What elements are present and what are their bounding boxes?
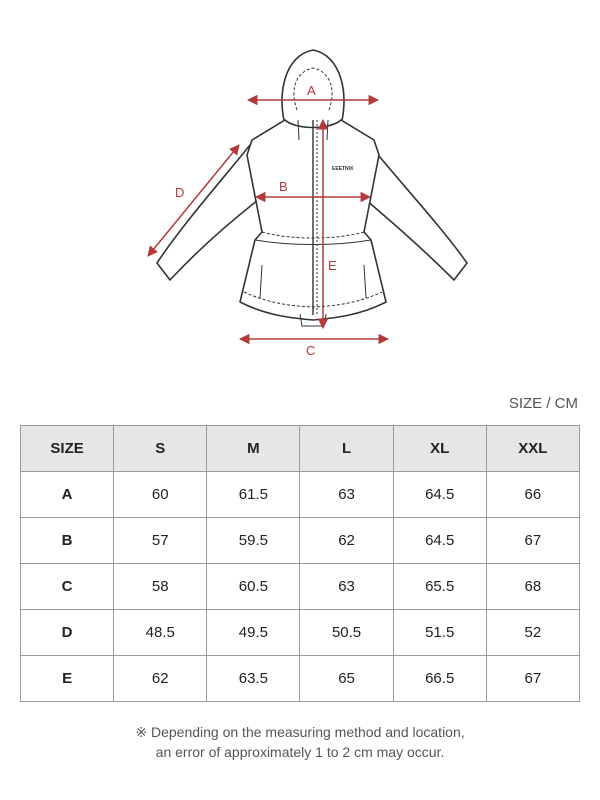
table-row xyxy=(21,518,580,564)
table-cell: 63.5 xyxy=(207,656,300,702)
header-xl: XL xyxy=(393,426,486,472)
table-cell: 65.5 xyxy=(393,564,486,610)
measurement-note xyxy=(0,722,600,762)
table-cell: 63 xyxy=(300,564,393,610)
note-line-1: ※ Depending on the measuring method and location, xyxy=(135,724,465,740)
unit-label: SIZE / CM xyxy=(508,395,578,412)
note-line-2: an error of approximately 1 to 2 cm may occur. xyxy=(155,744,445,760)
table-cell: 58 xyxy=(114,564,207,610)
table-row xyxy=(21,564,580,610)
header-m: M xyxy=(207,426,300,472)
label-d: D xyxy=(175,185,185,200)
row-label: A xyxy=(21,472,114,518)
table-cell: 66 xyxy=(486,472,579,518)
table-cell: 65 xyxy=(300,656,393,702)
table-cell: 61.5 xyxy=(207,472,300,518)
table-cell: 48.5 xyxy=(114,610,207,656)
label-a: A xyxy=(307,83,316,98)
row-label: C xyxy=(21,564,114,610)
jacket-size-diagram xyxy=(0,0,600,380)
table-cell: 63 xyxy=(300,472,393,518)
table-cell: 59.5 xyxy=(207,518,300,564)
table-row xyxy=(21,610,580,656)
table-cell: 57 xyxy=(114,518,207,564)
table-cell: 50.5 xyxy=(300,610,393,656)
table-cell: 60 xyxy=(114,472,207,518)
label-c: C xyxy=(306,343,316,358)
row-label: D xyxy=(21,610,114,656)
table-row xyxy=(21,656,580,702)
table-cell: 62 xyxy=(114,656,207,702)
label-b: B xyxy=(279,179,288,194)
row-label: E xyxy=(21,656,114,702)
label-e: E xyxy=(328,258,337,273)
table-cell: 66.5 xyxy=(393,656,486,702)
header-size: SIZE xyxy=(21,426,114,472)
row-label: B xyxy=(21,518,114,564)
table-cell: 62 xyxy=(300,518,393,564)
table-cell: 49.5 xyxy=(207,610,300,656)
table-cell: 68 xyxy=(486,564,579,610)
table-cell: 60.5 xyxy=(207,564,300,610)
table-cell: 51.5 xyxy=(393,610,486,656)
table-cell: 52 xyxy=(486,610,579,656)
jacket-brand-text: EEETNIX xyxy=(332,166,354,172)
table-cell: 64.5 xyxy=(393,518,486,564)
header-l: L xyxy=(300,426,393,472)
table-cell: 67 xyxy=(486,656,579,702)
header-xxl: XXL xyxy=(486,426,579,472)
table-cell: 64.5 xyxy=(393,472,486,518)
table-cell: 67 xyxy=(486,518,579,564)
size-chart-table xyxy=(20,425,580,702)
table-row xyxy=(21,472,580,518)
table-header-row xyxy=(21,426,580,472)
header-s: S xyxy=(114,426,207,472)
